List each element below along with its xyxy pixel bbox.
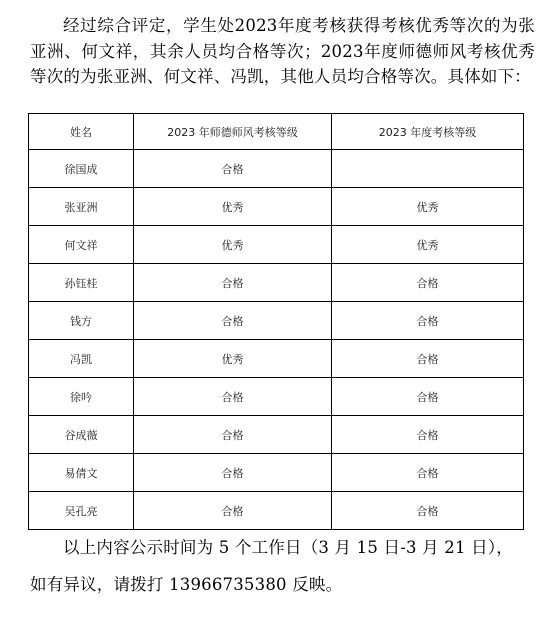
cell-annual-level: 合格 xyxy=(332,492,524,530)
cell-ethics-level: 优秀 xyxy=(134,340,332,378)
objection-contact-text: 如有异议，请拨打 13966735380 反映。 xyxy=(30,574,343,594)
table-row xyxy=(29,378,524,416)
cell-annual-level: 合格 xyxy=(332,454,524,492)
footer-notice xyxy=(30,535,535,597)
cell-annual-level xyxy=(332,150,524,188)
cell-annual-level: 合格 xyxy=(332,340,524,378)
cell-name: 徐吟 xyxy=(29,378,134,416)
cell-ethics-level: 合格 xyxy=(134,454,332,492)
cell-name: 吴孔亮 xyxy=(29,492,134,530)
table-row xyxy=(29,264,524,302)
cell-ethics-level: 合格 xyxy=(134,302,332,340)
table-row xyxy=(29,302,524,340)
table-row xyxy=(29,150,524,188)
cell-name: 孙钰桂 xyxy=(29,264,134,302)
header-name: 姓名 xyxy=(29,114,134,150)
table-row xyxy=(29,416,524,454)
cell-ethics-level: 优秀 xyxy=(134,188,332,226)
cell-ethics-level: 合格 xyxy=(134,150,332,188)
table-header-row xyxy=(29,114,524,150)
intro-paragraph: 经过综合评定，学生处2023年度考核获得考核优秀等次的为张亚洲、何文祥，其余人员均合格等次；2023年度师德师风考核优秀等次的为张亚洲、何文祥、冯凯，其他人员均合格等次。具体如下： xyxy=(30,16,535,86)
cell-ethics-level: 合格 xyxy=(134,378,332,416)
table-row xyxy=(29,188,524,226)
cell-annual-level: 优秀 xyxy=(332,226,524,264)
header-annual-level: 2023 年度考核等级 xyxy=(332,114,524,150)
cell-name: 钱方 xyxy=(29,302,134,340)
cell-name: 谷成薇 xyxy=(29,416,134,454)
cell-ethics-level: 合格 xyxy=(134,264,332,302)
cell-annual-level: 合格 xyxy=(332,416,524,454)
table-row xyxy=(29,340,524,378)
cell-ethics-level: 合格 xyxy=(134,416,332,454)
cell-annual-level: 合格 xyxy=(332,378,524,416)
cell-name: 张亚洲 xyxy=(29,188,134,226)
cell-annual-level: 优秀 xyxy=(332,188,524,226)
cell-ethics-level: 合格 xyxy=(134,492,332,530)
table-row xyxy=(29,226,524,264)
table-row xyxy=(29,492,524,530)
notice-period-text: 以上内容公示时间为 5 个工作日（3 月 15 日-3 月 21 日）， xyxy=(63,538,513,557)
assessment-table xyxy=(28,113,524,530)
cell-ethics-level: 优秀 xyxy=(134,226,332,264)
cell-annual-level: 合格 xyxy=(332,264,524,302)
cell-name: 易倩文 xyxy=(29,454,134,492)
cell-name: 何文祥 xyxy=(29,226,134,264)
header-ethics-level: 2023 年师德师风考核等级 xyxy=(134,114,332,150)
cell-name: 冯凯 xyxy=(29,340,134,378)
table-row xyxy=(29,454,524,492)
cell-annual-level: 合格 xyxy=(332,302,524,340)
cell-name: 徐国成 xyxy=(29,150,134,188)
